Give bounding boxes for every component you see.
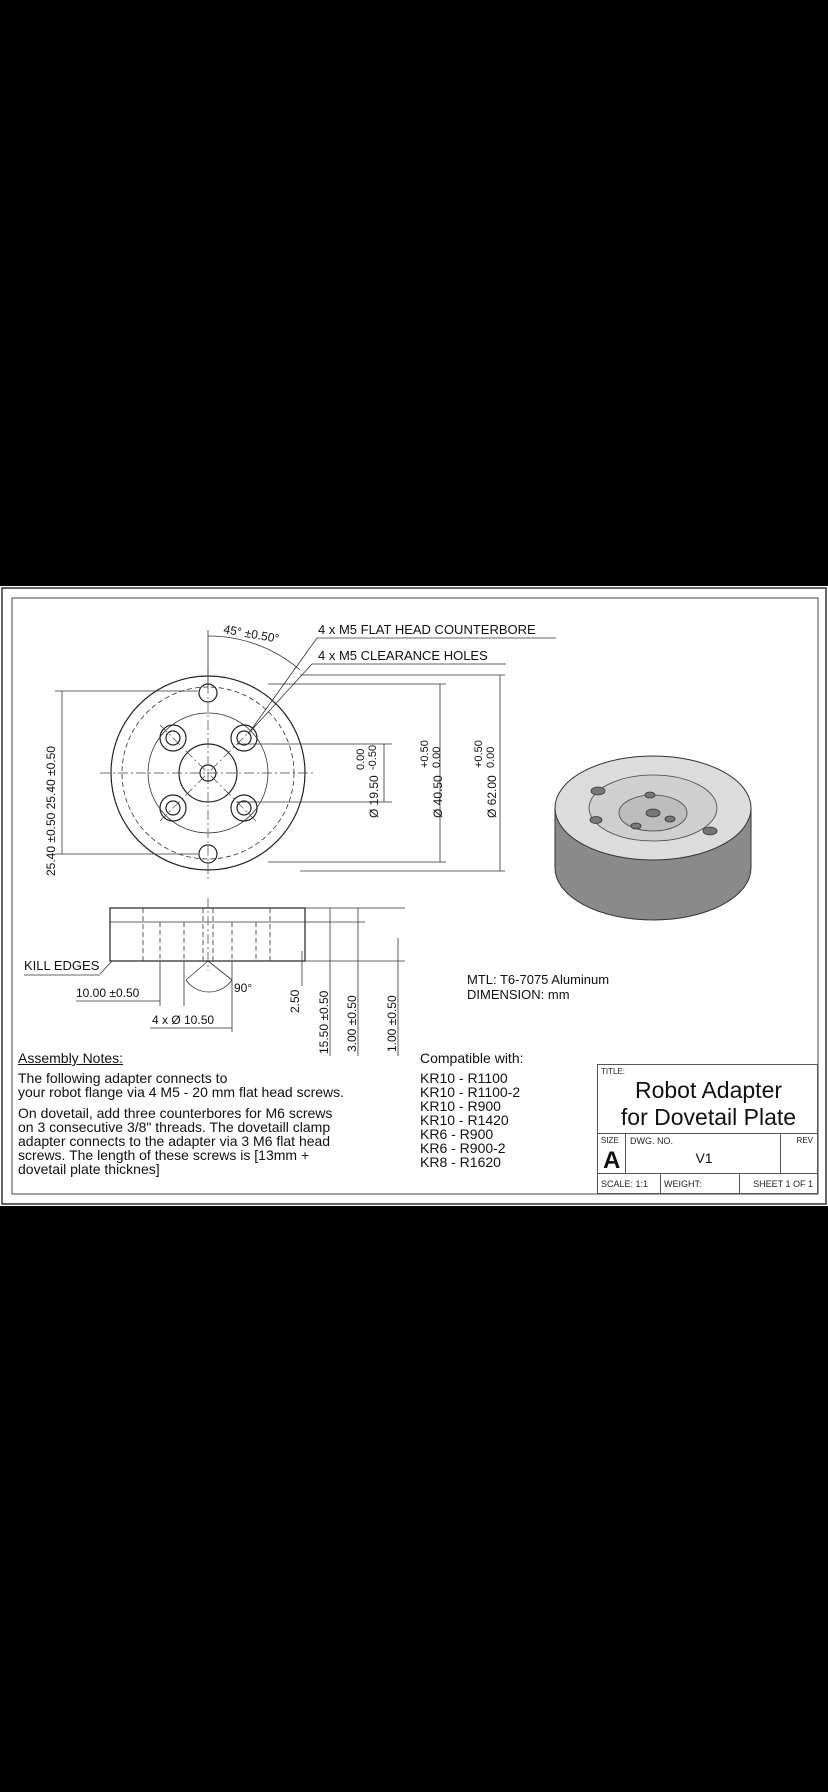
compat-item: KR8 - R1620: [420, 1154, 501, 1170]
size-cell: [597, 1133, 626, 1174]
note-line: On dovetail, add three counterbores for M6 screws: [18, 1105, 333, 1121]
svg-text:0.00: 0.00: [355, 748, 367, 770]
notes-heading: Assembly Notes:: [18, 1050, 124, 1066]
side-view: [24, 898, 405, 1056]
rev-label: REV: [796, 1136, 813, 1145]
note-line: your robot flange via 4 M5 - 20 mm flat head screws.: [18, 1084, 345, 1100]
dim-15-50: 15.50 ±0.50: [317, 990, 331, 1054]
compat-item: KR10 - R1100-2: [420, 1084, 521, 1100]
dia-40-label: Ø 40.50: [431, 775, 445, 818]
sheet-cell: [739, 1173, 818, 1194]
drawing-sheet: [0, 586, 828, 1206]
counterbore-br: [231, 795, 257, 821]
dim-3-00: 3.00 ±0.50: [345, 995, 359, 1052]
note-line: The following adapter connects to: [18, 1070, 228, 1086]
kill-edges-callout: KILL EDGES: [24, 958, 100, 973]
title-block: [597, 1064, 818, 1194]
left-dimension: 25.40 ±0.50 25.40 ±0.50: [44, 746, 58, 876]
compat-item: KR6 - R900-2: [420, 1140, 506, 1156]
dim-2-50: 2.50: [288, 989, 302, 1013]
note-line: screws. The length of these screws is [13mm +: [18, 1147, 310, 1163]
sheet-label: SHEET 1 OF 1: [753, 1179, 813, 1189]
compat-heading: Compatible with:: [420, 1050, 524, 1066]
weight-cell: [660, 1173, 740, 1194]
angle-callout: 45° ±0.50°: [222, 622, 281, 646]
dim-1-00: 1.00 ±0.50: [385, 995, 399, 1052]
dwg-label: DWG. NO.: [630, 1136, 673, 1146]
svg-text:0.00: 0.00: [485, 746, 497, 768]
dimension-units: DIMENSION: mm: [467, 987, 570, 1002]
assembly-notes: [18, 1051, 423, 1176]
rev-cell: [780, 1133, 818, 1174]
svg-text:+0.50: +0.50: [419, 740, 431, 768]
compat-item: KR10 - R900: [420, 1098, 501, 1114]
size-value: A: [603, 1147, 621, 1174]
compat-item: KR6 - R900: [420, 1126, 494, 1142]
weight-label: WEIGHT:: [664, 1179, 702, 1189]
title-line-1: Robot Adapter: [634, 1077, 783, 1103]
svg-text:0.00: 0.00: [431, 746, 443, 768]
note-line: on 3 consecutive 3/8" threads. The dovetaill clamp: [18, 1119, 331, 1135]
compat-item: KR10 - R1420: [420, 1112, 509, 1128]
clearance-callout: 4 x M5 CLEARANCE HOLES: [318, 648, 488, 663]
angle-90: 90°: [234, 981, 253, 995]
note-line: adapter connects to the adapter via 3 M6 flat head: [18, 1133, 331, 1149]
note-line: dovetail plate thicknes]: [18, 1161, 160, 1177]
svg-text:-0.50: -0.50: [367, 744, 379, 770]
top-view: [44, 622, 556, 880]
title-line-2: for Dovetail Plate: [620, 1104, 797, 1130]
title-label: TITLE:: [601, 1067, 626, 1076]
side-outline: [110, 908, 305, 961]
counterbore-callout: 4 x M5 FLAT HEAD COUNTERBORE: [318, 622, 536, 637]
title-cell: [597, 1064, 818, 1134]
dim-hole: 4 x Ø 10.50: [152, 1013, 215, 1027]
material-text: MTL: T6-7075 Aluminum: [467, 972, 610, 987]
svg-text:+0.50: +0.50: [473, 740, 485, 768]
dwg-cell: [625, 1133, 781, 1174]
dwg-value: V1: [695, 1150, 713, 1166]
dia-62-label: Ø 62.00: [485, 775, 499, 818]
compatible-list: [420, 1051, 590, 1169]
size-label: SIZE: [601, 1136, 619, 1145]
dia-19-label: Ø 19.50: [367, 775, 381, 818]
isometric-view: [555, 756, 751, 920]
scale-cell: [597, 1173, 661, 1194]
dim-10: 10.00 ±0.50: [76, 986, 140, 1000]
compat-item: KR10 - R1100: [420, 1070, 508, 1086]
scale-label: SCALE: 1:1: [601, 1179, 649, 1189]
